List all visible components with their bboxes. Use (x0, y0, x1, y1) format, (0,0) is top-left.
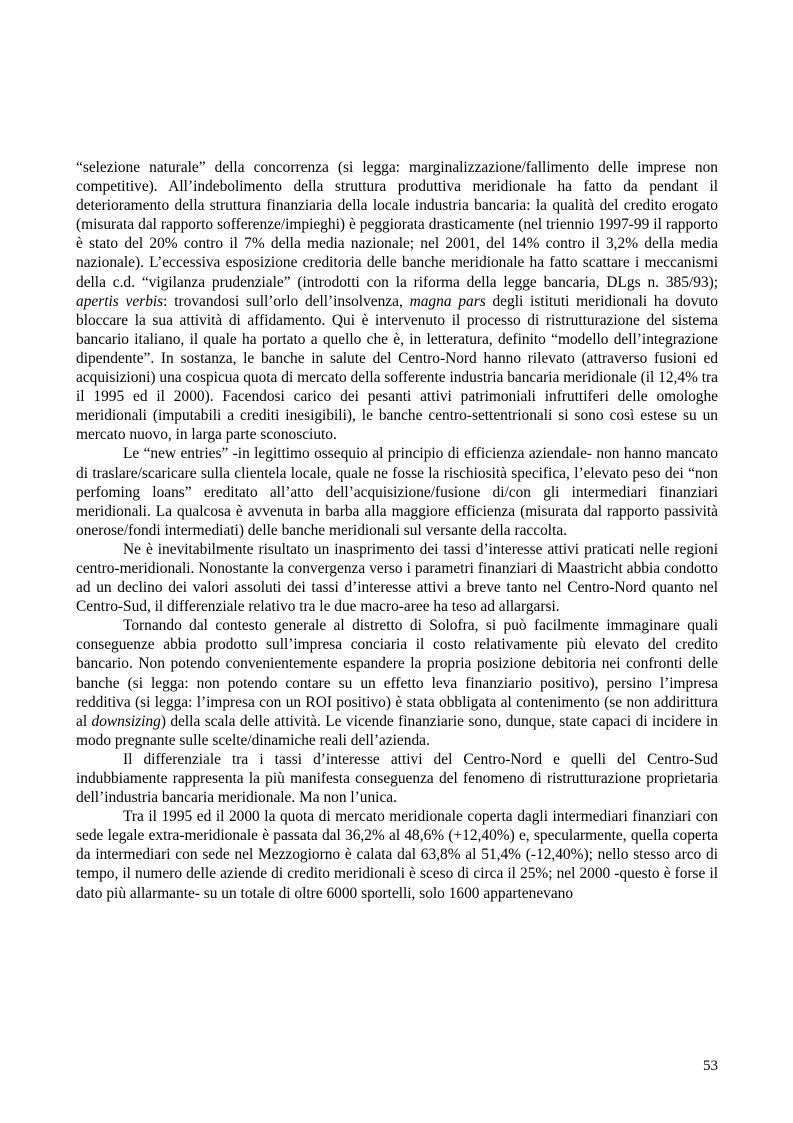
body-text (76, 158, 718, 903)
paragraph (76, 750, 718, 807)
italic-phrase: magna pars (409, 292, 486, 310)
text-segment: degli istituti meridionali ha dovuto bloccare la sua attività di affidamento. Qui è intervenuto il processo di ristrutturazione del sistema bancario italiano, il quale ha portato a quello che è, in letteratura, definito “modello dell’integrazione dipendente”. In sostanza, le banche in salute del Centro-Nord hanno rilevato (attraverso fusioni ed acquisizioni) una cospicua quota di mercato della sofferente industria bancaria meridionale (il 12,4% tra il 1995 ed il 2000). Facendosi carico dei pesanti attivi patrimoniali infruttiferi delle omologhe meridionali (imputabili a crediti inesigibili), le banche centro-settentrionali si sono così estese su un mercato nuovo, in larga parte sconosciuto. (76, 292, 718, 444)
text-segment: “selezione naturale” della concorrenza (si legga: marginalizzazione/fallimento delle imprese non competitive). All’indebolimento della struttura produttiva meridionale ha fatto da pendant il deterioramento della struttura finanziaria della locale industria bancaria: la qualità del credito erogato (misurata dal rapporto sofferenze/impieghi) è peggiorata drasticamente (nel triennio 1997-99 il rapporto è stato del 20% contro il 7% della media nazionale; nel 2001, del 14% contro il 3,2% della media nazionale). L’eccessiva esposizione creditoria delle banche meridionale ha fatto scattare i meccanismi della c.d. “vigilanza prudenziale” (introdotti con la riforma della legge bancaria, DLgs n. 385/93); (76, 159, 718, 291)
italic-phrase: downsizing (91, 712, 161, 730)
paragraph (76, 807, 718, 902)
italic-phrase: apertis verbis (76, 292, 164, 310)
text-segment: Le “new entries” -in legittimo ossequio al principio di efficienza aziendale- non hanno mancato di traslare/scaricare sulla clientela locale, quale ne fosse la rischiosità specifica, l’elevato peso dei “non perfoming loans” ereditato all’atto dell’acquisizione/fusione di/con gli intermediari finanziari meridionali. La qualcosa è avvenuta in barba alla maggiore efficienza (misurata dal rapporto passività onerose/fondi intermediati) delle banche meridionali sul versante della raccolta. (76, 445, 718, 539)
paragraph (76, 616, 718, 750)
text-segment: Il differenziale tra i tassi d’interesse attivi del Centro-Nord e quelli del Centro-Sud indubbiamente rappresenta la più manifesta conseguenza del fenomeno di ristrutturazione proprietaria dell’industria bancaria meridionale. Ma non l’unica. (76, 750, 718, 807)
paragraph (76, 158, 718, 444)
paragraph (76, 444, 718, 539)
text-segment: Tornando dal contesto generale al distretto di Solofra, si può facilmente immaginare quali conseguenze abbia prodotto sull’impresa conciaria il costo relativamente più elevato del credito bancario. Non potendo convenientemente espandere la propria posizione debitoria nei confronti delle banche (si legga: non potendo contare su un effetto leva finanziario positivo), persino l’impresa redditiva (si legga: l’impresa con un ROI positivo) è stata obbligata al contenimento (se non addirittura al (76, 617, 718, 730)
text-segment: Tra il 1995 ed il 2000 la quota di mercato meridionale coperta dagli intermediari finanziari con sede legale extra-meridionale è passata dal 36,2% al 48,6% (+12,40%) e, specularmente, quella coperta da intermediari con sede nel Mezzogiorno è calata dal 63,8% al 51,4% (-12,40%); nello stesso arco di tempo, il numero delle aziende di credito meridionali è sceso di circa il 25%; nel 2000 -questo è forse il dato più allarmante- su un totale di oltre 6000 sportelli, solo 1600 appartenevano (76, 808, 718, 902)
paragraph (76, 540, 718, 616)
text-segment: Ne è inevitabilmente risultato un inasprimento dei tassi d’interesse attivi praticati nelle regioni centro-meridionali. Nonostante la convergenza verso i parametri finanziari di Maastricht abbia condotto ad un declino dei valori assoluti dei tassi d’interesse attivi a breve tanto nel Centro-Nord quanto nel Centro-Sud, il differenziale relativo tra le due macro-aree ha teso ad allargarsi. (76, 540, 718, 616)
text-segment: ) della scala delle attività. Le vicende finanziarie sono, dunque, state capaci di incidere in modo pregnante sulle scelte/dinamiche reali dell’azienda. (76, 712, 718, 749)
text-segment: : trovandosi sull’orlo dell’insolvenza, (163, 292, 410, 310)
page-number: 53 (703, 1058, 718, 1074)
